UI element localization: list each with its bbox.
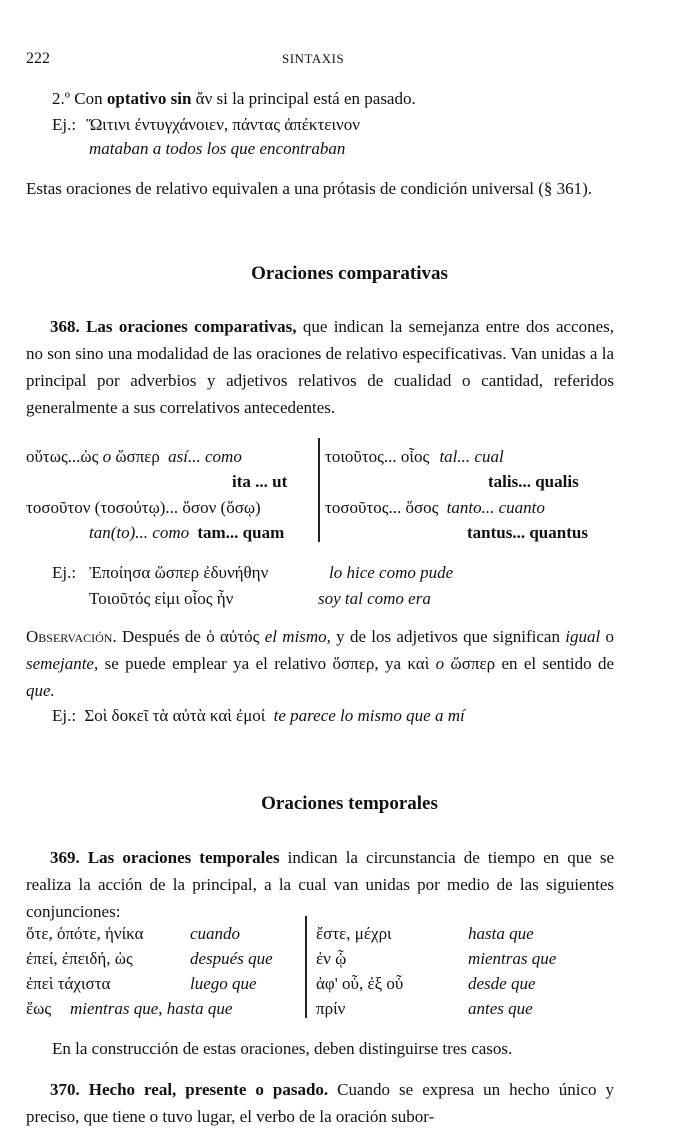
paragraph-number: 368.: [50, 317, 80, 336]
example-label: Ej.:: [52, 563, 77, 582]
paragraph-number: 369.: [50, 848, 80, 867]
conj-left-greek-3: ἐπεὶ τάχιστα: [26, 974, 111, 993]
conj-right-greek-3: ἀφ' οὗ, ἐξ οὗ: [316, 974, 404, 993]
optative-item-bold: optativo sin: [106, 89, 192, 108]
comp-spanish: así... como: [168, 447, 242, 466]
observation-example-greek: Σοὶ δοκεῖ τὰ αὐτὰ καὶ ἐμοί: [84, 706, 266, 725]
conj-left-greek-2: ἐπεί, ἐπειδή, ὡς: [26, 949, 133, 968]
comp-example-1-greek: Ἐποίησα ὥσπερ ἐδυνήθην: [89, 563, 269, 582]
comp-example-2-greek: Τοιοῦτός εἰμι οἷος ἦν: [89, 589, 234, 608]
table-divider: [305, 916, 307, 1018]
comp-spanish: tanto... cuanto: [446, 498, 545, 517]
observation-example: [52, 702, 465, 729]
observation-text: se puede emplear ya el relativo ὅσπερ, ya καὶ: [98, 654, 436, 673]
paragraph-370: [26, 1076, 614, 1130]
optative-example-translation: mataban a todos los que encontraban: [89, 139, 346, 158]
running-title: SINTAXIS: [282, 51, 345, 66]
comp-right-row-3: [325, 494, 545, 521]
paragraph-text: Cuando se expresa un hecho único y preciso, que tiene o tuvo lugar, el verbo de la oración subor-: [26, 1080, 615, 1126]
example-label: Ej.:: [52, 115, 77, 134]
conj-left-spanish-2: después que: [190, 949, 273, 968]
observation-text: ὥσπερ en el sentido de: [444, 654, 614, 673]
comp-greek: ὥσπερ: [115, 447, 160, 466]
page-number: 222: [26, 50, 50, 67]
conj-left-greek-1: ὅτε, ὁπότε, ἡνίκα: [26, 924, 144, 943]
optative-note: Estas oraciones de relativo equivalen a una prótasis de condición universal (§ 361).: [26, 179, 593, 198]
observation-italic: o: [435, 654, 445, 673]
optative-item-greek: ἄν: [191, 89, 213, 108]
optative-item-rest: si la principal está en pasado.: [212, 89, 416, 108]
observation-text: Después de ὁ αὐτός: [116, 627, 265, 646]
conj-left-spanish-1: cuando: [190, 924, 241, 943]
cases-note: En la construcción de estas oraciones, deben distinguirse tres casos.: [52, 1039, 513, 1058]
comp-spanish: tan(to)... como: [89, 523, 190, 542]
conj-right-spanish-1: hasta que: [468, 924, 534, 943]
comp-right-row-1: [325, 443, 504, 470]
conj-left-spanish-3: luego que: [190, 974, 257, 993]
optative-example: [52, 111, 360, 138]
comp-spanish: tal... cual: [439, 447, 504, 466]
comp-left-row-1: [26, 443, 242, 470]
section-heading-comparativas: Oraciones comparativas: [251, 263, 448, 284]
comp-left-row-2: ita ... ut: [232, 472, 288, 491]
comp-example-2-spanish: soy tal como era: [318, 589, 431, 608]
paragraph-369: [26, 844, 614, 925]
observation-text: y de los adjetivos que significan: [330, 627, 566, 646]
comp-right-row-2: talis... qualis: [488, 472, 579, 491]
conj-right-greek-1: ἔστε, μέχρι: [316, 924, 392, 943]
paragraph-text: que indican la semejanza entre dos accones, no son sino una modalidad de las oraciones de relativo especificativas. Van unidas a la principal por adverbios y adjetivos relativos de cualidad o cantidad, referidos generalmente a sus correlativos antecedentes.: [26, 317, 614, 417]
comp-greek: οὕτως...ὡς: [26, 447, 99, 466]
comp-example-1-spanish: lo hice como pude: [329, 563, 454, 582]
optative-example-greek: Ὥιτινι ἐντυγχάνοιεν, πάντας ἀπέκτεινον: [86, 115, 360, 134]
comp-greek: τοσοῦτος... ὅσος: [325, 498, 439, 517]
optative-item: [52, 85, 416, 112]
observation-text: o: [600, 627, 614, 646]
comp-left-row-3: τοσοῦτον (τοσούτῳ)... ὅσον (ὅσῳ): [26, 498, 261, 517]
observation-note: [26, 623, 614, 704]
section-heading-temporales: Oraciones temporales: [261, 793, 438, 814]
observation-italic: semejante,: [26, 654, 99, 673]
conj-right-spanish-3: desde que: [468, 974, 536, 993]
paragraph-bold-lead: Las oraciones comparativas,: [86, 317, 297, 336]
observation-italic: el mismo,: [264, 627, 331, 646]
observation-italic: que.: [26, 681, 55, 700]
conj-left-greek-4: ἕως: [26, 999, 52, 1018]
observation-italic: igual: [565, 627, 601, 646]
table-divider: [318, 438, 320, 542]
conj-right-spanish-2: mientras que: [468, 949, 557, 968]
comp-greek: τοιοῦτος... οἷος: [325, 447, 430, 466]
optative-item-prefix: 2.º Con: [52, 89, 107, 108]
observation-label: Observación.: [26, 627, 117, 646]
paragraph-bold-lead: Hecho real, presente o pasado.: [88, 1080, 329, 1099]
comp-latin: tam... quam: [197, 523, 285, 542]
comp-left-row-4: [89, 519, 284, 546]
paragraph-368: [26, 313, 614, 421]
paragraph-number: 370.: [50, 1080, 80, 1099]
comp-right-row-4: tantus... quantus: [467, 523, 588, 542]
conj-right-greek-2: ἐν ᾧ: [316, 949, 347, 968]
conj-left-spanish-4: mientras que, hasta que: [70, 999, 233, 1018]
conj-right-spanish-4: antes que: [468, 999, 533, 1018]
example-label: Ej.:: [52, 706, 77, 725]
paragraph-bold-lead: Las oraciones temporales: [87, 848, 280, 867]
comp-or: o: [102, 447, 112, 466]
conj-right-greek-4: πρίν: [316, 999, 346, 1018]
paragraph-text: indican la circunstancia de tiempo en que se realiza la acción de la principal, a la cual van unidas por medio de las siguientes conjunciones:: [26, 848, 614, 921]
observation-example-spanish: te parece lo mismo que a mí: [273, 706, 465, 725]
